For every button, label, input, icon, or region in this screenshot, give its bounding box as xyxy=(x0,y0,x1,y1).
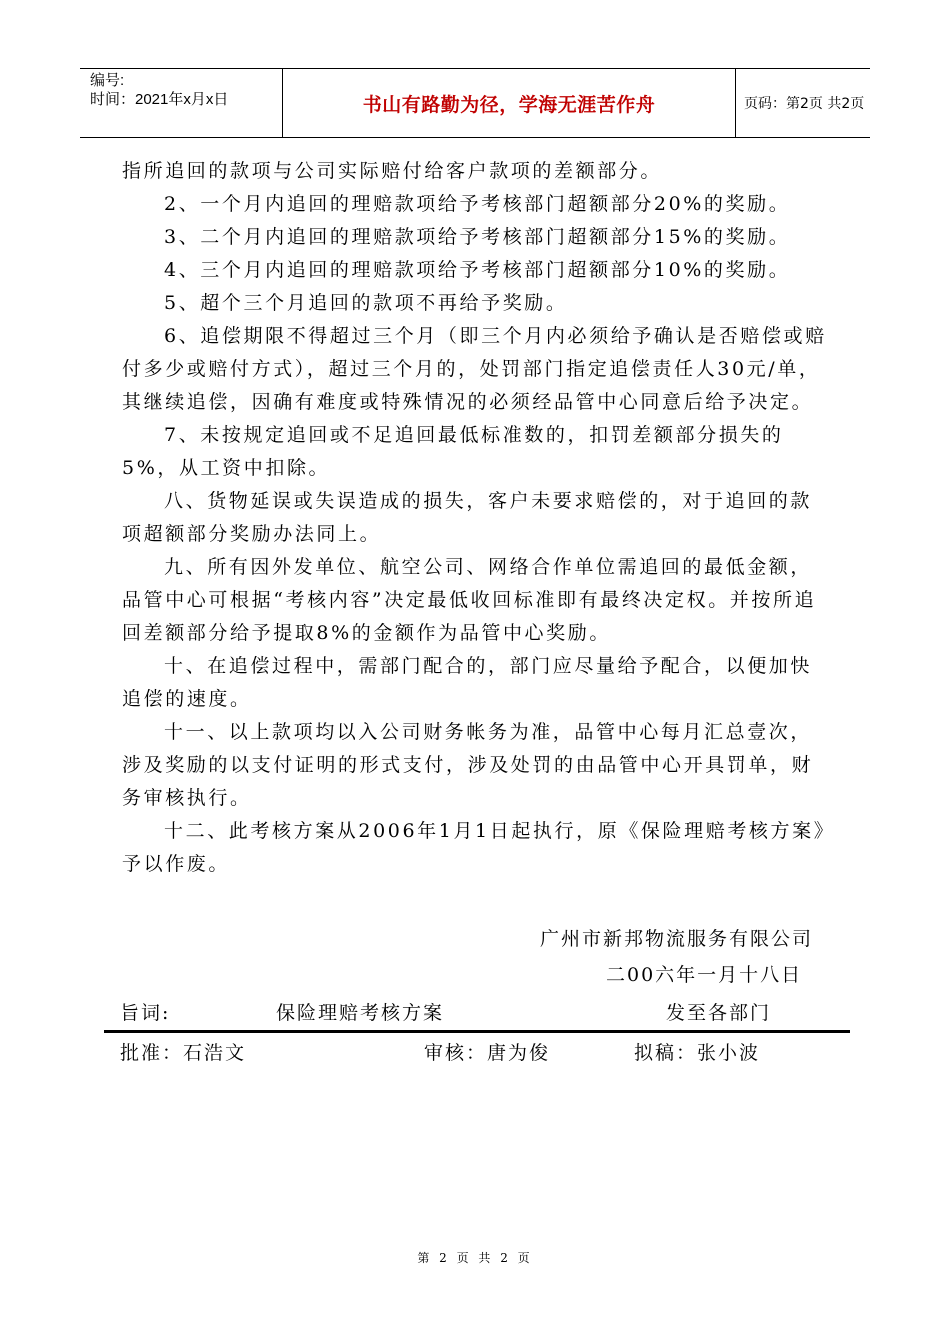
paragraph-section-12: 十二、此考核方案从2006年1月1日起执行，原《保险理赔考核方案》予以作废。 xyxy=(122,820,826,875)
header-meta-cell xyxy=(80,69,283,137)
header-page-info: 页码：第2页 共2页 xyxy=(744,96,865,112)
distribution-text: 发至各部门 xyxy=(666,1002,772,1024)
paragraph-item-4: 4、三个月内追回的理赔款项给予考核部门超额部分10%的奖励。 xyxy=(164,259,791,281)
document-body xyxy=(122,155,832,881)
document-header xyxy=(80,68,870,138)
reviewer-text: 审核：唐为俊 xyxy=(424,1042,551,1064)
paragraph-item-6: 6、追偿期限不得超过三个月（即三个月内必须给予确认是否赔偿或赔付多少或赔付方式），超过三个月的，处罚部门指定追偿责任人30元/单，其继续追偿，因确有难度或特殊情况的必须经品管中心同意后给予决定。 xyxy=(122,325,827,413)
header-motto: 书山有路勤为径，学海无涯苦作舟 xyxy=(362,93,656,116)
subject-value: 保险理赔考核方案 xyxy=(276,1002,445,1024)
paragraph-section-10: 十、在追偿过程中，需部门配合的，部门应尽量给予配合，以便加快追偿的速度。 xyxy=(122,655,813,710)
document-time-label: 时间：2021年x月x日 xyxy=(90,91,229,108)
document-number-label: 编号: xyxy=(90,72,125,89)
subject-label: 旨词: xyxy=(120,1002,171,1024)
paragraph-continued: 指所追回的款项与公司实际赔付给客户款项的差额部分。 xyxy=(122,160,663,182)
divider-rule xyxy=(104,1030,850,1033)
paragraph-section-9: 九、所有因外发单位、航空公司、网络合作单位需追回的最低金额，品管中心可根据“考核内容”决定最低收回标准即有最终决定权。并按所追回差额部分给予提取8%的金额作为品管中心奖励。 xyxy=(122,556,817,644)
signature-date: 二00六年一月十八日 xyxy=(606,964,803,986)
approver-text: 批准：石浩文 xyxy=(120,1042,247,1064)
paragraph-section-8: 八、货物延误或失误造成的损失，客户未要求赔偿的，对于追回的款项超额部分奖励办法同上。 xyxy=(122,490,813,545)
paragraph-section-11: 十一、以上款项均以入公司财务帐务为准，品管中心每月汇总壹次，涉及奖励的以支付证明的形式支付，涉及处罚的由品管中心开具罚单，财务审核执行。 xyxy=(122,721,814,809)
signature-company: 广州市新邦物流服务有限公司 xyxy=(540,928,814,950)
paragraph-item-3: 3、二个月内追回的理赔款项给予考核部门超额部分15%的奖励。 xyxy=(164,226,791,248)
header-motto-cell xyxy=(283,69,736,137)
paragraph-item-2: 2、一个月内追回的理赔款项给予考核部门超额部分20%的奖励。 xyxy=(164,193,791,215)
paragraph-item-5: 5、超个三个月追回的款项不再给予奖励。 xyxy=(164,292,568,314)
page-footer: 第 2 页 共 2 页 xyxy=(417,1251,533,1265)
drafter-text: 拟稿：张小波 xyxy=(634,1042,761,1064)
header-page-cell xyxy=(736,69,870,137)
paragraph-item-7: 7、未按规定追回或不足追回最低标准数的，扣罚差额部分损失的5%，从工资中扣除。 xyxy=(122,424,784,479)
